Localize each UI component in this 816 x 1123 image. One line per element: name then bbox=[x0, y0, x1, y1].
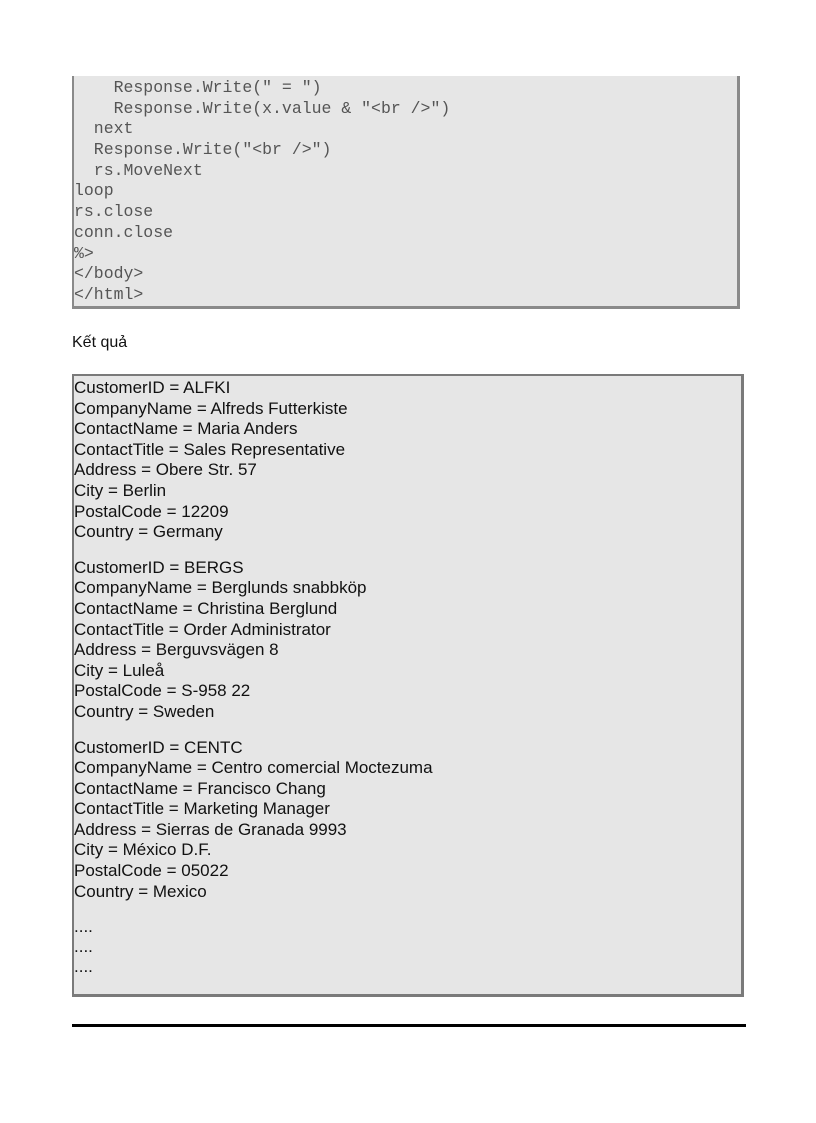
record-field: PostalCode = S-958 22 bbox=[74, 681, 251, 701]
record-field: ContactTitle = Order Administrator bbox=[74, 619, 331, 639]
ellipsis-line: .... bbox=[74, 957, 93, 977]
code-line: Response.Write(" = ") bbox=[74, 78, 322, 97]
record-field: ContactTitle = Sales Representative bbox=[74, 439, 346, 459]
record-field: Country = Sweden bbox=[74, 701, 215, 721]
ellipsis-block bbox=[74, 917, 741, 977]
record-field: CustomerID = BERGS bbox=[74, 557, 244, 577]
code-line: </body> bbox=[74, 264, 144, 284]
code-sample-box bbox=[72, 76, 740, 309]
record-field: Country = Mexico bbox=[74, 881, 207, 901]
code-line: Response.Write(x.value & "<br />") bbox=[74, 98, 451, 118]
record-field: CustomerID = ALFKI bbox=[74, 378, 231, 397]
code-line: rs.close bbox=[74, 202, 154, 222]
customer-record bbox=[74, 738, 741, 903]
result-heading: Kết quả bbox=[72, 334, 128, 351]
code-line: conn.close bbox=[74, 222, 174, 242]
customer-record bbox=[74, 378, 741, 543]
record-field: Country = Germany bbox=[74, 522, 223, 542]
record-field: Address = Sierras de Granada 9993 bbox=[74, 819, 347, 839]
code-line: %> bbox=[74, 243, 94, 263]
code-line: </html> bbox=[74, 284, 144, 304]
record-field: ContactName = Maria Anders bbox=[74, 419, 298, 439]
customer-record bbox=[74, 558, 741, 723]
ellipsis-line: .... bbox=[74, 937, 93, 957]
record-field: ContactTitle = Marketing Manager bbox=[74, 799, 330, 819]
code-line: loop bbox=[74, 181, 114, 201]
record-field: CustomerID = CENTC bbox=[74, 737, 243, 757]
code-line: next bbox=[74, 119, 134, 139]
record-field: PostalCode = 05022 bbox=[74, 861, 229, 881]
record-field: Address = Berguvsvägen 8 bbox=[74, 640, 279, 660]
record-field: City = Luleå bbox=[74, 660, 165, 680]
record-field: CompanyName = Centro comercial Moctezuma bbox=[74, 758, 433, 778]
horizontal-rule bbox=[72, 1024, 746, 1027]
record-field: PostalCode = 12209 bbox=[74, 501, 229, 521]
record-field: ContactName = Christina Berglund bbox=[74, 598, 338, 618]
record-field: City = México D.F. bbox=[74, 840, 212, 860]
code-line: rs.MoveNext bbox=[74, 160, 203, 180]
record-field: Address = Obere Str. 57 bbox=[74, 460, 257, 480]
code-line: Response.Write("<br />") bbox=[74, 140, 332, 160]
record-field: City = Berlin bbox=[74, 480, 167, 500]
result-output-box bbox=[72, 374, 744, 997]
record-field: ContactName = Francisco Chang bbox=[74, 778, 326, 798]
record-field: CompanyName = Alfreds Futterkiste bbox=[74, 398, 348, 418]
record-field: CompanyName = Berglunds snabbköp bbox=[74, 578, 367, 598]
ellipsis-line: .... bbox=[74, 917, 93, 937]
